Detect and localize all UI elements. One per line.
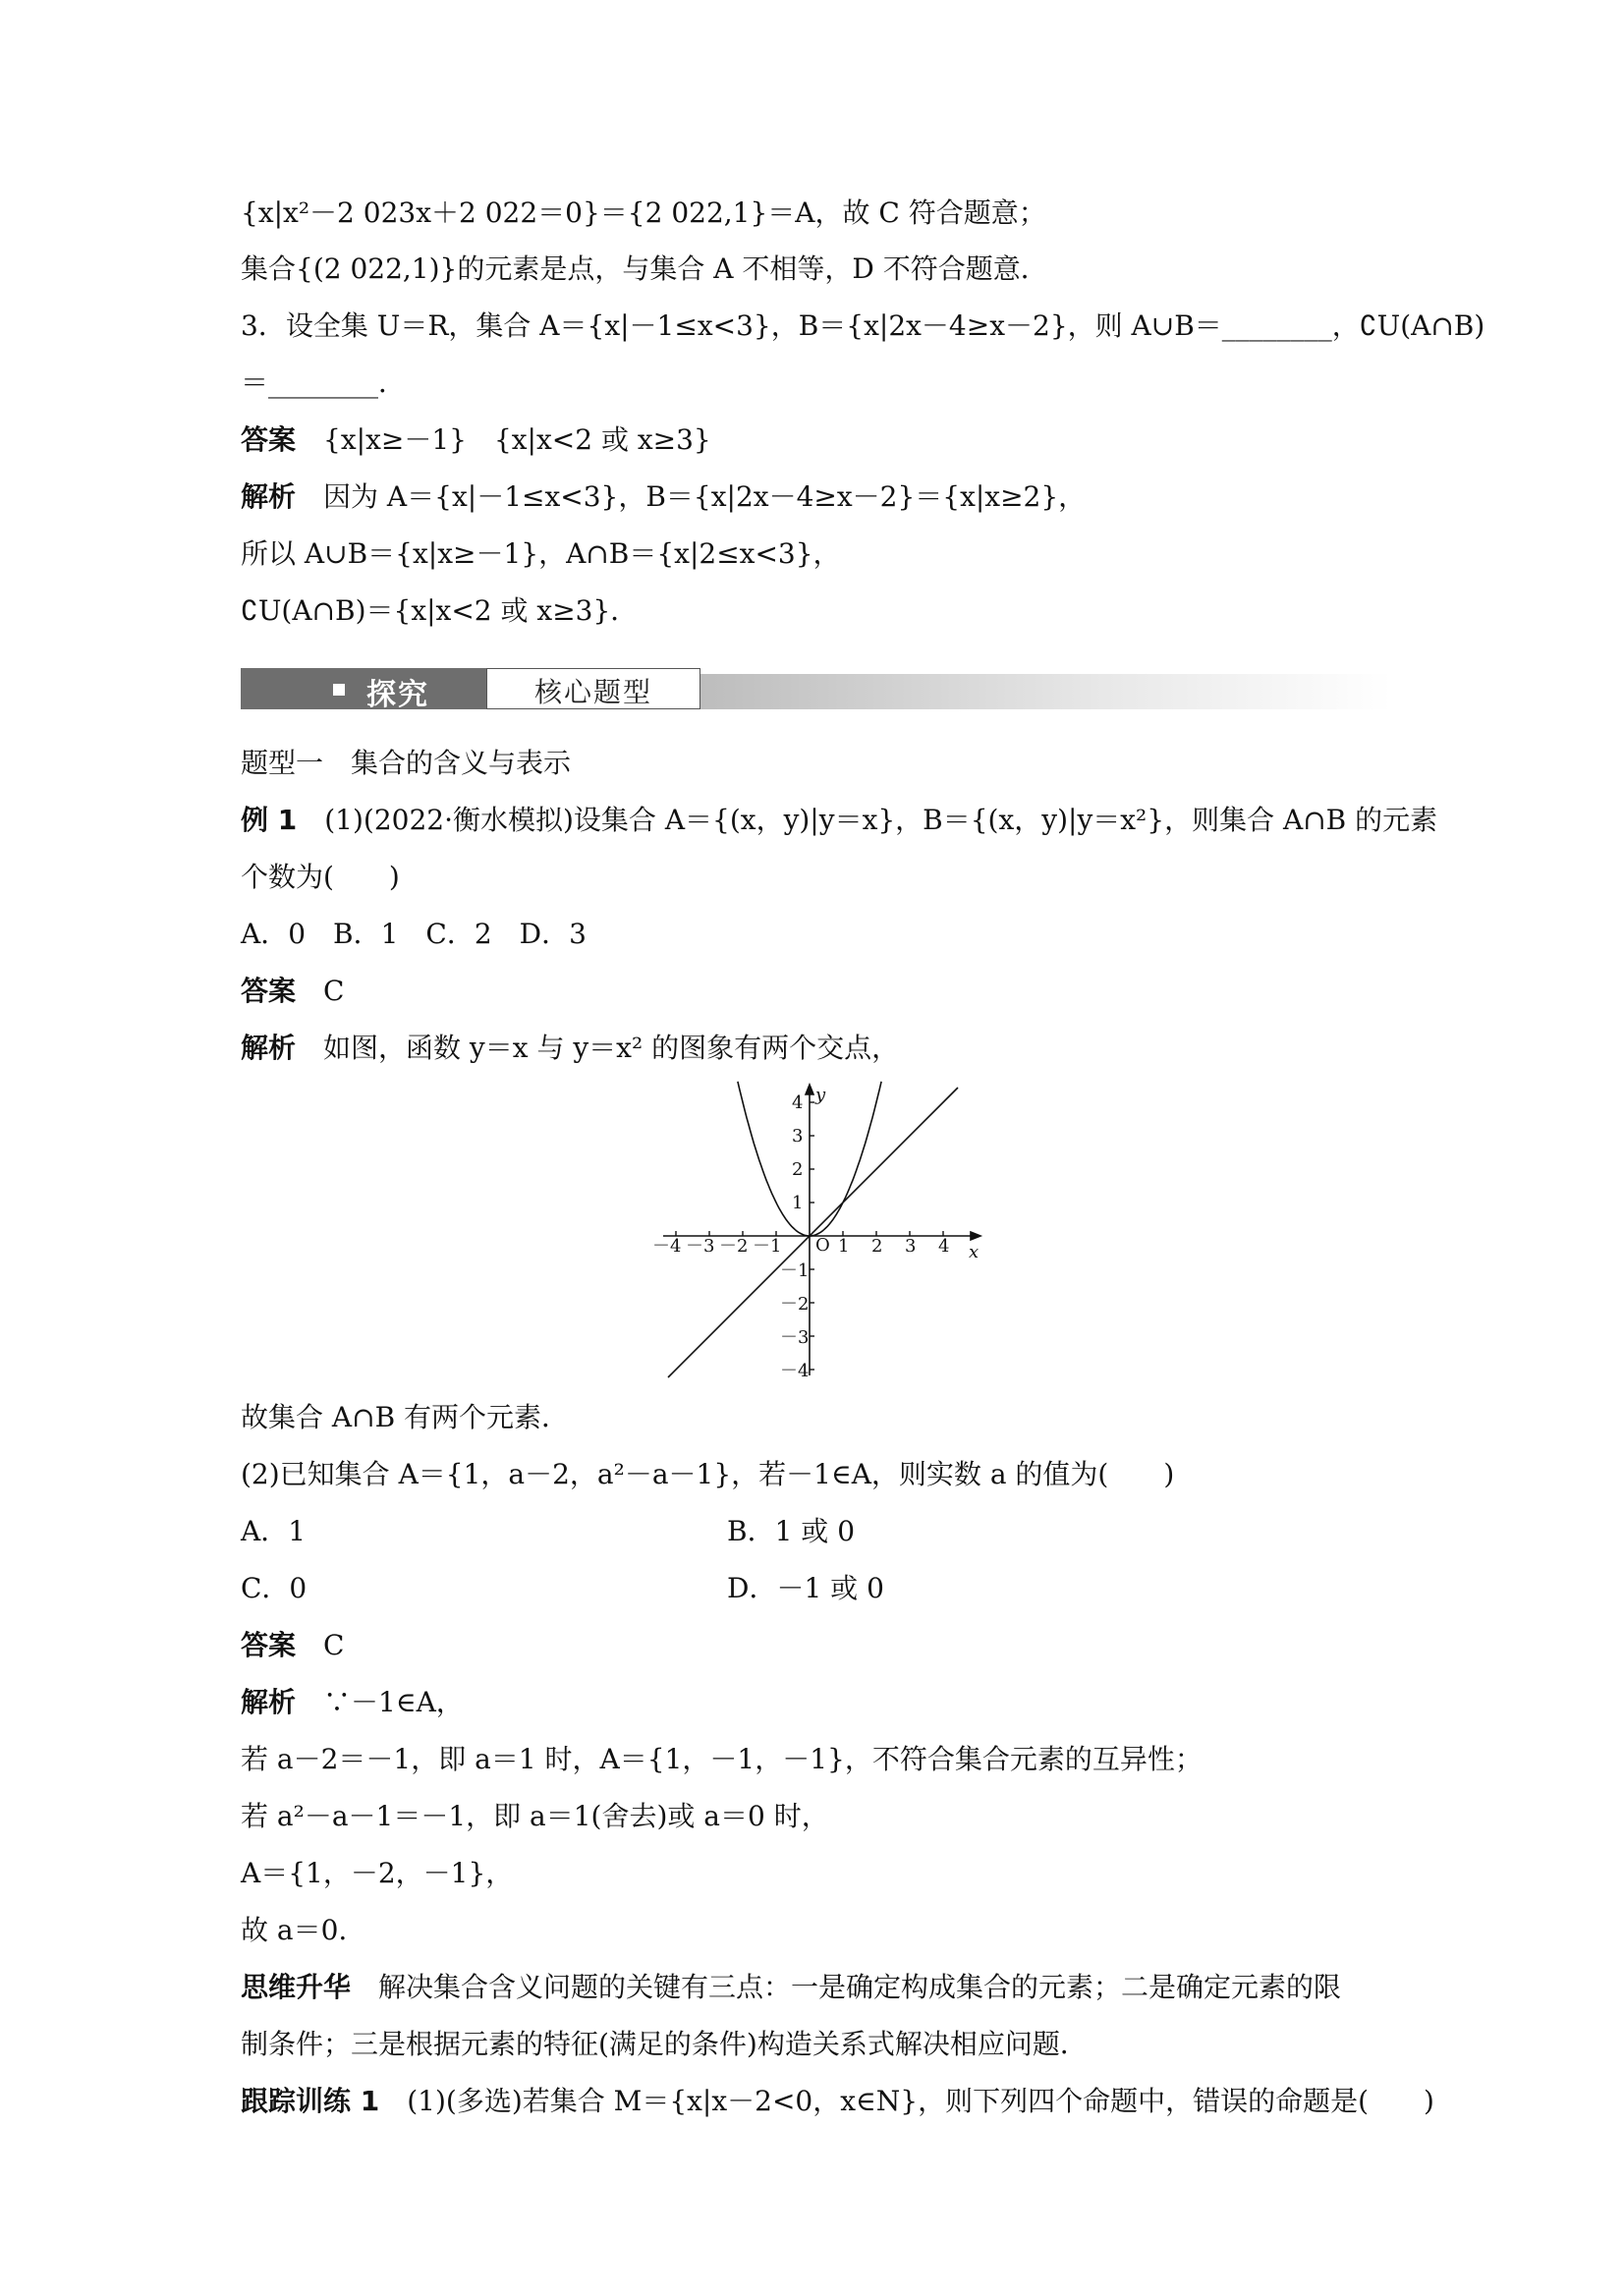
text-line: {x|x²－2 023x＋2 022＝0}＝{2 022,1}＝A，故 C 符合题意； [241,196,1046,229]
answer-label: 答案 [241,975,297,1007]
option-b: B．1 或 0 [727,1515,856,1547]
example-1-question: (1)(2022·衡水模拟)设集合 A＝{(x，y)|y＝x}，B＝{(x，y)|y＝x²}，则集合 A∩B 的元素 [324,804,1438,836]
example-label: 例 1 [241,804,298,836]
thinking-line [241,1968,1400,2007]
y-tick-label: －1 [780,1260,810,1281]
analysis-text: 如图，函数 y＝x 与 y＝x² 的图象有两个交点， [323,1032,900,1064]
text-line: ∁U(A∩B)＝{x|x<2 或 x≥3}． [241,594,639,627]
answer-text: {x|x≥－1} {x|x<2 或 x≥3} [323,423,711,456]
square-icon [333,684,345,696]
example-1-line [241,801,1438,840]
x-tick-label: 1 [838,1236,850,1257]
option-c: C．0 [241,1572,308,1604]
x-tick-label: 4 [938,1236,950,1257]
option-a: A．1 [241,1515,307,1547]
text-line: A＝{1，－2，－1}， [241,1857,514,1889]
banner-right-text: 核心题型 [533,676,652,708]
x-tick-label: －1 [753,1236,782,1257]
example-1-options: A．0 B．1 C．2 D．3 [241,918,587,950]
y-tick-label: 1 [792,1193,804,1213]
y-tick-label: 3 [792,1126,804,1147]
banner-left-text: 探究 [366,678,429,712]
line-y-equals-x [668,1088,958,1377]
analysis-label: 解析 [241,480,297,513]
y-tick-label: 4 [792,1092,804,1113]
thinking-label: 思维升华 [241,1971,352,2003]
y-tick-label: －2 [780,1294,810,1315]
analysis-label: 解析 [241,1686,297,1718]
text-line: 若 a－2＝－1，即 a＝1 时，A＝{1，－1，－1}，不符合集合元素的互异性； [241,1743,1203,1775]
answer-line [241,1626,1400,1665]
y-tick-label: －3 [780,1327,810,1348]
analysis-line [241,1029,1400,1068]
option-d: D．－1 或 0 [727,1572,884,1604]
thinking-text-cont: 制条件；三是根据元素的特征(满足的条件)构造关系式解决相应问题． [241,2028,1088,2060]
question-3-cont: ＝________． [241,366,407,399]
text-line: 集合{(2 022,1)}的元素是点，与集合 A 不相等，D 不符合题意． [241,252,1048,285]
answer-text: C [323,1629,345,1661]
x-axis-label: x [969,1242,979,1262]
x-tick-label: 2 [871,1236,883,1257]
question-3: 3．设全集 U＝R，集合 A＝{x|－1≤x<3}，B＝{x|2x－4≥x－2}，则 A∪B＝________，∁U(A∩B) [241,309,1485,342]
example-1-conclusion: 故集合 A∩B 有两个元素． [241,1401,570,1433]
text-line: 所以 A∪B＝{x|x≥－1}，A∩B＝{x|2≤x<3}， [241,537,841,570]
analysis-label: 解析 [241,1032,297,1064]
type-heading: 题型一 集合的含义与表示 [241,747,572,779]
x-tick-label: －2 [719,1236,749,1257]
answer-label: 答案 [241,423,297,456]
answer-line [241,420,1400,460]
example-1-question-cont: 个数为( ) [241,861,400,893]
graph-svg [652,1081,982,1385]
analysis-line [241,477,1400,517]
answer-text: C [323,975,345,1007]
x-tick-label: －4 [652,1236,682,1257]
answer-line [241,972,1400,1011]
tracking-label: 跟踪训练 1 [241,2085,380,2117]
function-graph [652,1081,982,1385]
tracking-text: (1)(多选)若集合 M＝{x|x－2<0，x∈N}，则下列四个命题中，错误的命题是( ) [407,2085,1434,2117]
section-banner [241,668,1392,713]
y-tick-label: 2 [792,1159,804,1180]
tracking-line [241,2082,1434,2121]
analysis-text: 因为 A＝{x|－1≤x<3}，B＝{x|2x－4≥x－2}＝{x|x≥2}， [323,480,1087,513]
analysis-line [241,1683,1400,1722]
x-axis-arrow-icon [971,1232,980,1240]
thinking-text: 解决集合含义问题的关键有三点：一是确定构成集合的元素；二是确定元素的限 [378,1971,1342,2003]
y-axis-label: y [815,1085,826,1105]
text-line: 若 a²－a－1＝－1，即 a＝1(舍去)或 a＝0 时， [241,1800,829,1832]
x-tick-label: －3 [686,1236,715,1257]
example-2-question: (2)已知集合 A＝{1，a－2，a²－a－1}，若－1∈A，则实数 a 的值为( ) [241,1458,1175,1490]
y-tick-label: －4 [780,1361,810,1381]
origin-label: O [815,1235,830,1256]
y-axis-arrow-icon [806,1085,813,1094]
answer-label: 答案 [241,1629,297,1661]
analysis-text: ∵－1∈A， [323,1686,464,1718]
text-line: 故 a＝0. [241,1914,348,1946]
x-tick-label: 3 [905,1236,917,1257]
